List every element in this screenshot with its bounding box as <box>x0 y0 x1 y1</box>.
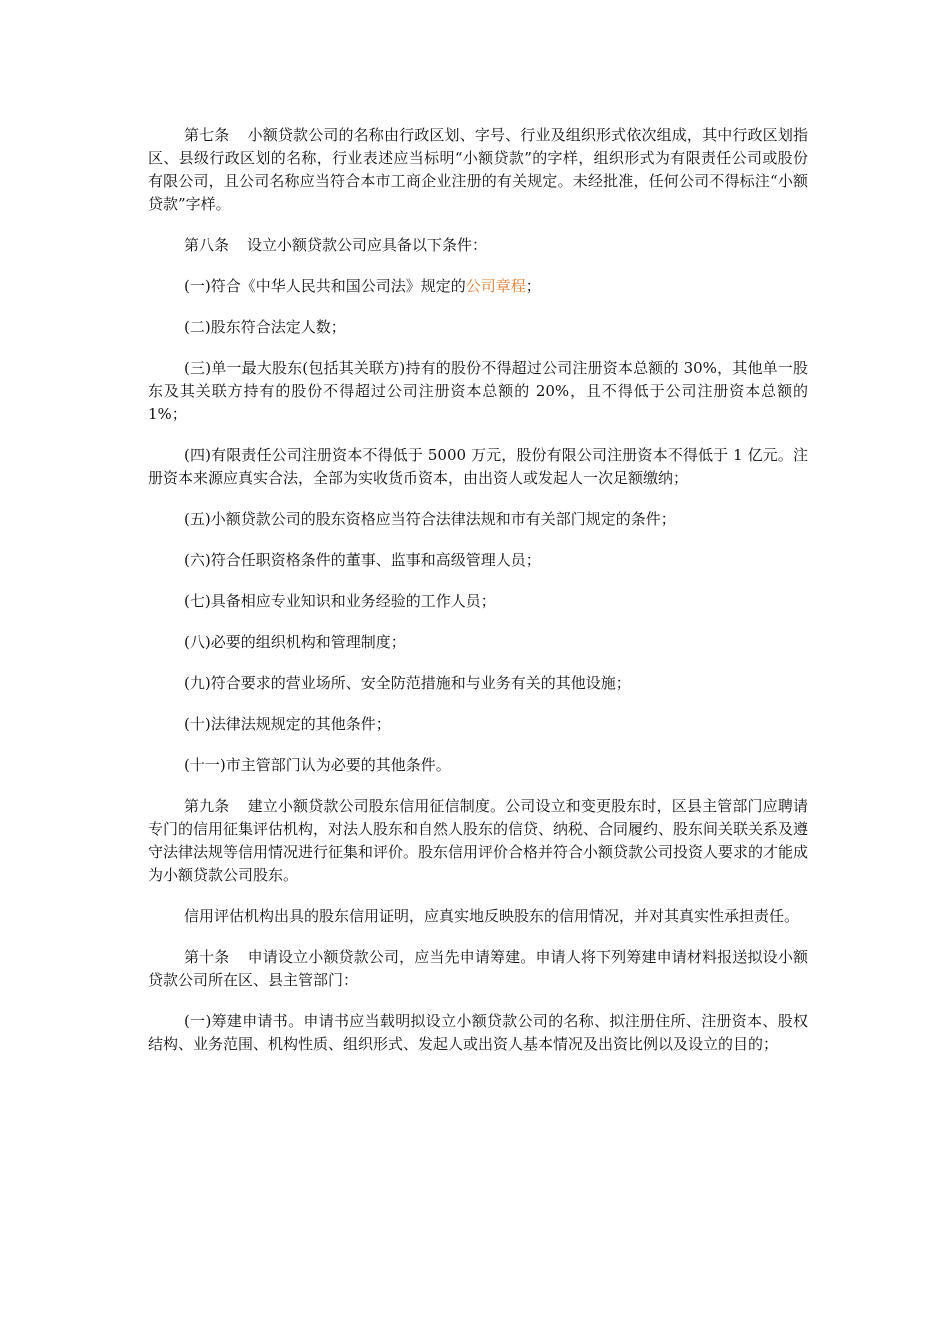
article-8-item-1-text: (一)符合《中华人民共和国公司法》规定的 <box>184 277 466 295</box>
article-10-title: 第十条 <box>184 948 230 966</box>
article-7-body: 小额贷款公司的名称由行政区划、字号、行业及组织形式依次组成，其中行政区划指区、县级行政区划的名称，行业表述应当标明“小额贷款”的字样，组织形式为有限责任公司或股份有限公司，且公司名称应当符合本市工商企业注册的有关规定。未经批准，任何公司不得标注“小额贷款”字样。 <box>148 126 808 213</box>
article-8-body: 设立小额贷款公司应具备以下条件： <box>247 236 488 254</box>
article-10-item-1: (一)筹建申请书。申请书应当载明拟设立小额贷款公司的名称、拟注册住所、注册资本、股权结构、业务范围、机构性质、组织形式、发起人或出资人基本情况及出资比例以及设立的目的； <box>148 1012 808 1053</box>
article-8-item-10: (十)法律法规规定的其他条件； <box>184 715 391 733</box>
article-8-item-4: (四)有限责任公司注册资本不得低于 5000 万元，股份有限公司注册资本不得低于 1 亿元。注册资本来源应真实合法，全部为实收货币资本，由出资人或发起人一次足额缴纳； <box>148 446 808 487</box>
article-8-item-1 <box>148 275 808 298</box>
article-10-paragraph <box>148 946 808 992</box>
document-body <box>148 124 808 1074</box>
article-8-item-9: (九)符合要求的营业场所、安全防范措施和与业务有关的其他设施； <box>184 674 631 692</box>
article-9-paragraph <box>148 795 808 887</box>
article-8-item-3: (三)单一最大股东(包括其关联方)持有的股份不得超过公司注册资本总额的 30%，其他单一股东及其关联方持有的股份不得超过公司注册资本总额的 20%，且不得低于公司注册资本总额的 1%； <box>148 359 808 423</box>
article-10-body: 申请设立小额贷款公司，应当先申请筹建。申请人将下列筹建申请材料报送拟设小额贷款公司所在区、县主管部门： <box>148 948 808 989</box>
article-8-title: 第八条 <box>184 236 230 254</box>
article-8-item-6: (六)符合任职资格条件的董事、监事和高级管理人员； <box>184 551 541 569</box>
article-8-paragraph <box>148 234 808 257</box>
article-8-item-1-suffix: ； <box>525 277 541 295</box>
company-charter-link[interactable]: 公司章程 <box>465 277 526 295</box>
article-8-item-7: (七)具备相应专业知识和业务经验的工作人员； <box>184 592 496 610</box>
article-8-item-5: (五)小额贷款公司的股东资格应当符合法律法规和市有关部门规定的条件； <box>184 510 676 528</box>
article-9-body: 建立小额贷款公司股东信用征信制度。公司设立和变更股东时，区县主管部门应聘请专门的信用征集评估机构，对法人股东和自然人股东的信贷、纳税、合同履约、股东间关联关系及遵守法律法规等信用情况进行征集和评价。股东信用评价合格并符合小额贷款公司投资人要求的才能成为小额贷款公司股东。 <box>148 797 809 884</box>
article-8-item-8: (八)必要的组织机构和管理制度； <box>184 633 406 651</box>
article-9-extra-paragraph: 信用评估机构出具的股东信用证明，应真实地反映股东的信用情况，并对其真实性承担责任。 <box>184 907 800 925</box>
article-7-title: 第七条 <box>184 126 230 144</box>
article-7-paragraph <box>148 124 808 216</box>
article-8-item-11: (十一)市主管部门认为必要的其他条件。 <box>184 756 451 774</box>
article-9-title: 第九条 <box>184 797 230 815</box>
article-8-item-2: (二)股东符合法定人数； <box>184 318 346 336</box>
